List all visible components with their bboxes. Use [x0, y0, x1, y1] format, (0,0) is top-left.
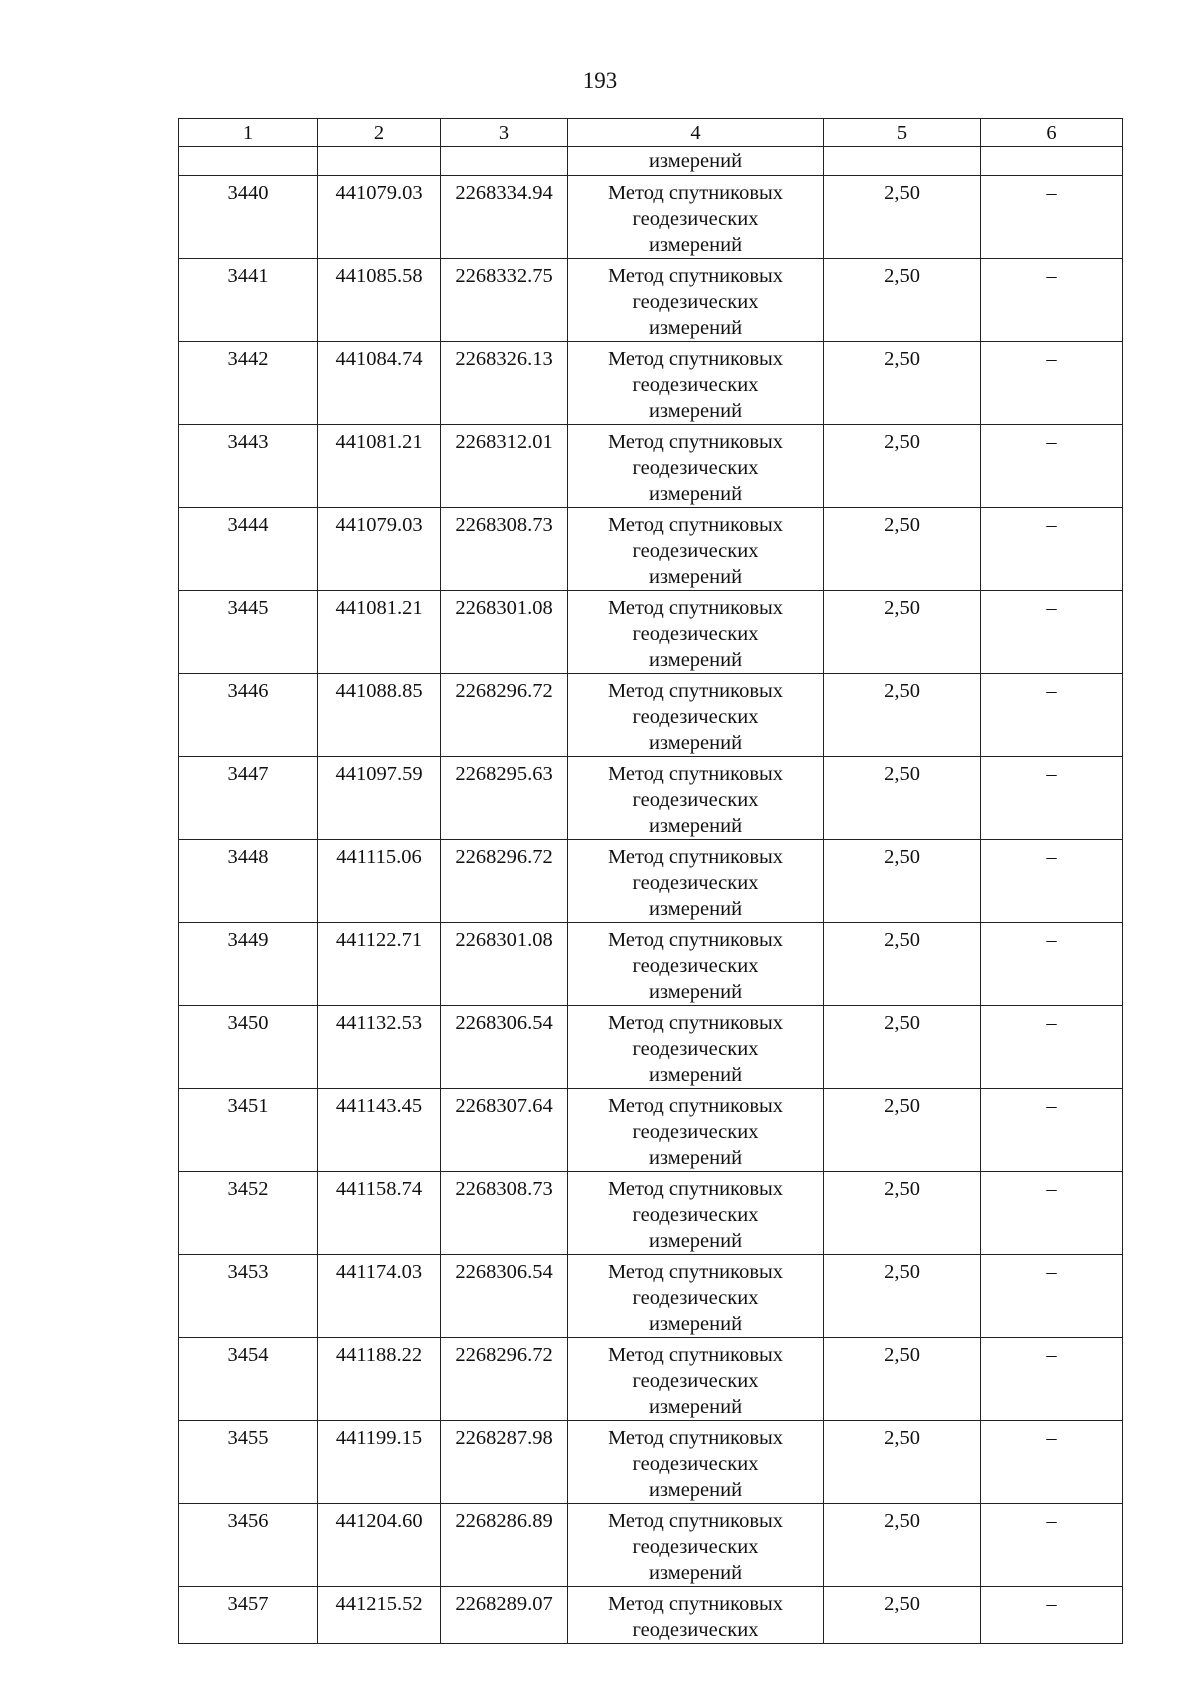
cell-note: – [981, 425, 1123, 508]
cell-x: 441122.71 [318, 923, 441, 1006]
cell-x: 441158.74 [318, 1172, 441, 1255]
method-line: геодезических [632, 1038, 759, 1060]
cell-y: 2268306.54 [441, 1006, 568, 1089]
method-line: измерений [648, 1479, 743, 1501]
method-line: измерений [648, 483, 743, 505]
cell-y: 2268308.73 [441, 1172, 568, 1255]
cell-method [568, 1172, 824, 1255]
method-line: измерений [648, 732, 743, 754]
method-line: измерений [648, 981, 743, 1003]
cell-number: 3451 [179, 1089, 318, 1172]
cell-note: – [981, 674, 1123, 757]
cell-number: 3445 [179, 591, 318, 674]
cell-note: – [981, 1089, 1123, 1172]
table-row [179, 508, 1123, 591]
cell-y: 2268334.94 [441, 176, 568, 259]
cell-accuracy: 2,50 [824, 840, 981, 923]
table-header [179, 119, 1123, 147]
cell-number: 3457 [179, 1587, 318, 1644]
cell-y: 2268289.07 [441, 1587, 568, 1644]
method-line: Метод спутниковых [607, 348, 784, 370]
cell-accuracy: 2,50 [824, 342, 981, 425]
cell-accuracy [824, 147, 981, 176]
cell-y: 2268312.01 [441, 425, 568, 508]
method-line: измерений [648, 1230, 743, 1252]
method-line: измерений [648, 1396, 743, 1418]
cell-y [441, 147, 568, 176]
cell-method [568, 259, 824, 342]
table-row [179, 840, 1123, 923]
method-line: геодезических [632, 789, 759, 811]
method-line: геодезических [632, 291, 759, 313]
cell-method [568, 342, 824, 425]
cell-y: 2268301.08 [441, 923, 568, 1006]
table-row [179, 757, 1123, 840]
cell-y: 2268332.75 [441, 259, 568, 342]
table-body [179, 147, 1123, 1644]
cell-note: – [981, 1255, 1123, 1338]
cell-accuracy: 2,50 [824, 1421, 981, 1504]
method-line: измерений [648, 649, 743, 671]
cell-method [568, 1338, 824, 1421]
cell-x: 441204.60 [318, 1504, 441, 1587]
table-row [179, 1006, 1123, 1089]
cell-number: 3442 [179, 342, 318, 425]
cell-x: 441079.03 [318, 508, 441, 591]
cell-number [179, 147, 318, 176]
column-header-3: 3 [441, 119, 568, 147]
method-line: геодезических [632, 1370, 759, 1392]
column-header-4: 4 [568, 119, 824, 147]
cell-method: измерений [568, 147, 824, 176]
cell-y: 2268326.13 [441, 342, 568, 425]
method-line: Метод спутниковых [607, 182, 784, 204]
cell-note: – [981, 1587, 1123, 1644]
method-line: Метод спутниковых [607, 1427, 784, 1449]
method-line: Метод спутниковых [607, 1178, 784, 1200]
cell-x: 441215.52 [318, 1587, 441, 1644]
cell-x: 441081.21 [318, 425, 441, 508]
cell-number: 3453 [179, 1255, 318, 1338]
cell-accuracy: 2,50 [824, 1587, 981, 1644]
cell-accuracy: 2,50 [824, 259, 981, 342]
cell-accuracy: 2,50 [824, 923, 981, 1006]
cell-accuracy: 2,50 [824, 1172, 981, 1255]
cell-x: 441132.53 [318, 1006, 441, 1089]
cell-number: 3447 [179, 757, 318, 840]
cell-method [568, 1089, 824, 1172]
table-row [179, 1504, 1123, 1587]
cell-number: 3443 [179, 425, 318, 508]
cell-x: 441188.22 [318, 1338, 441, 1421]
method-line: геодезических [632, 457, 759, 479]
header-row [179, 119, 1123, 147]
method-line: Метод спутниковых [607, 929, 784, 951]
cell-note: – [981, 1006, 1123, 1089]
cell-method [568, 1255, 824, 1338]
cell-y: 2268296.72 [441, 674, 568, 757]
method-line: измерений [648, 400, 743, 422]
cell-method [568, 1421, 824, 1504]
method-line: геодезических [632, 623, 759, 645]
cell-y: 2268306.54 [441, 1255, 568, 1338]
method-line: измерений [648, 1064, 743, 1086]
cell-note: – [981, 508, 1123, 591]
method-line: Метод спутниковых [607, 1012, 784, 1034]
table-row [179, 176, 1123, 259]
cell-x: 441097.59 [318, 757, 441, 840]
method-line: измерений [648, 566, 743, 588]
method-line: геодезических [632, 706, 759, 728]
cell-number: 3449 [179, 923, 318, 1006]
cell-accuracy: 2,50 [824, 508, 981, 591]
cell-accuracy: 2,50 [824, 674, 981, 757]
cell-y: 2268301.08 [441, 591, 568, 674]
method-line: геодезических [632, 1287, 759, 1309]
cell-y: 2268296.72 [441, 840, 568, 923]
cell-y: 2268308.73 [441, 508, 568, 591]
cell-note: – [981, 1421, 1123, 1504]
coordinates-table [178, 118, 1123, 1644]
method-line: геодезических [632, 1121, 759, 1143]
method-line: Метод спутниковых [607, 846, 784, 868]
method-line: геодезических [632, 540, 759, 562]
cell-note: – [981, 1338, 1123, 1421]
cell-accuracy: 2,50 [824, 176, 981, 259]
cell-number: 3456 [179, 1504, 318, 1587]
cell-accuracy: 2,50 [824, 1089, 981, 1172]
cell-x: 441084.74 [318, 342, 441, 425]
cell-method [568, 923, 824, 1006]
method-line: измерений [648, 1313, 743, 1335]
cell-method [568, 176, 824, 259]
method-line: Метод спутниковых [607, 431, 784, 453]
cell-number: 3440 [179, 176, 318, 259]
table-row [179, 591, 1123, 674]
cell-y: 2268296.72 [441, 1338, 568, 1421]
cell-method [568, 757, 824, 840]
column-header-1: 1 [179, 119, 318, 147]
cell-note: – [981, 1504, 1123, 1587]
cell-y: 2268286.89 [441, 1504, 568, 1587]
method-line: Метод спутниковых [607, 265, 784, 287]
cell-method [568, 1006, 824, 1089]
table-row [179, 425, 1123, 508]
cell-note: – [981, 342, 1123, 425]
cell-y: 2268307.64 [441, 1089, 568, 1172]
cell-number: 3448 [179, 840, 318, 923]
method-line: геодезических [632, 1536, 759, 1558]
cell-x: 441081.21 [318, 591, 441, 674]
method-line: геодезических [632, 872, 759, 894]
method-line: геодезических [632, 1619, 759, 1641]
method-line: измерений [648, 815, 743, 837]
cell-x: 441085.58 [318, 259, 441, 342]
table-row [179, 1587, 1123, 1644]
cell-x: 441199.15 [318, 1421, 441, 1504]
cell-method [568, 1504, 824, 1587]
cell-note: – [981, 757, 1123, 840]
cell-note [981, 147, 1123, 176]
cell-number: 3455 [179, 1421, 318, 1504]
cell-y: 2268287.98 [441, 1421, 568, 1504]
cell-accuracy: 2,50 [824, 1504, 981, 1587]
table-row [179, 1255, 1123, 1338]
cell-x: 441088.85 [318, 674, 441, 757]
method-line: Метод спутниковых [607, 1510, 784, 1532]
method-line: Метод спутниковых [607, 763, 784, 785]
cell-accuracy: 2,50 [824, 757, 981, 840]
cell-accuracy: 2,50 [824, 425, 981, 508]
method-line: измерений [648, 1147, 743, 1169]
method-line: измерений [648, 898, 743, 920]
method-line: Метод спутниковых [607, 680, 784, 702]
table-row [179, 1172, 1123, 1255]
table-row [179, 259, 1123, 342]
method-line: геодезических [632, 1204, 759, 1226]
cell-number: 3454 [179, 1338, 318, 1421]
table-row [179, 342, 1123, 425]
column-header-2: 2 [318, 119, 441, 147]
method-line: измерений [648, 234, 743, 256]
page-number: 193 [582, 68, 618, 93]
cell-x: 441174.03 [318, 1255, 441, 1338]
cell-number: 3450 [179, 1006, 318, 1089]
cell-y: 2268295.63 [441, 757, 568, 840]
method-line: геодезических [632, 955, 759, 977]
table-row [179, 1338, 1123, 1421]
cell-accuracy: 2,50 [824, 591, 981, 674]
method-line: геодезических [632, 374, 759, 396]
cell-x [318, 147, 441, 176]
method-line: измерений [648, 1562, 743, 1584]
cell-number: 3441 [179, 259, 318, 342]
method-line: геодезических [632, 1453, 759, 1475]
cell-accuracy: 2,50 [824, 1255, 981, 1338]
cell-accuracy: 2,50 [824, 1006, 981, 1089]
method-line: Метод спутниковых [607, 1593, 784, 1615]
method-line: Метод спутниковых [607, 1261, 784, 1283]
cell-number: 3444 [179, 508, 318, 591]
cell-note: – [981, 840, 1123, 923]
cell-number: 3446 [179, 674, 318, 757]
column-header-6: 6 [981, 119, 1123, 147]
method-line: Метод спутниковых [607, 1344, 784, 1366]
table-row [179, 674, 1123, 757]
cell-number: 3452 [179, 1172, 318, 1255]
cell-method [568, 591, 824, 674]
cell-x: 441143.45 [318, 1089, 441, 1172]
cell-method [568, 840, 824, 923]
method-line: Метод спутниковых [607, 1095, 784, 1117]
cell-note: – [981, 591, 1123, 674]
cell-note: – [981, 259, 1123, 342]
cell-note: – [981, 1172, 1123, 1255]
cell-x: 441079.03 [318, 176, 441, 259]
table-row [179, 1421, 1123, 1504]
cell-accuracy: 2,50 [824, 1338, 981, 1421]
method-line: Метод спутниковых [607, 597, 784, 619]
cell-note: – [981, 176, 1123, 259]
method-line: измерений [648, 317, 743, 339]
method-line: Метод спутниковых [607, 514, 784, 536]
table-row [179, 1089, 1123, 1172]
cell-method [568, 674, 824, 757]
cell-note: – [981, 923, 1123, 1006]
cell-method [568, 1587, 824, 1644]
column-header-5: 5 [824, 119, 981, 147]
table-row [179, 923, 1123, 1006]
continuation-row [179, 147, 1123, 176]
cell-x: 441115.06 [318, 840, 441, 923]
cell-method [568, 425, 824, 508]
cell-method [568, 508, 824, 591]
method-line: геодезических [632, 208, 759, 230]
